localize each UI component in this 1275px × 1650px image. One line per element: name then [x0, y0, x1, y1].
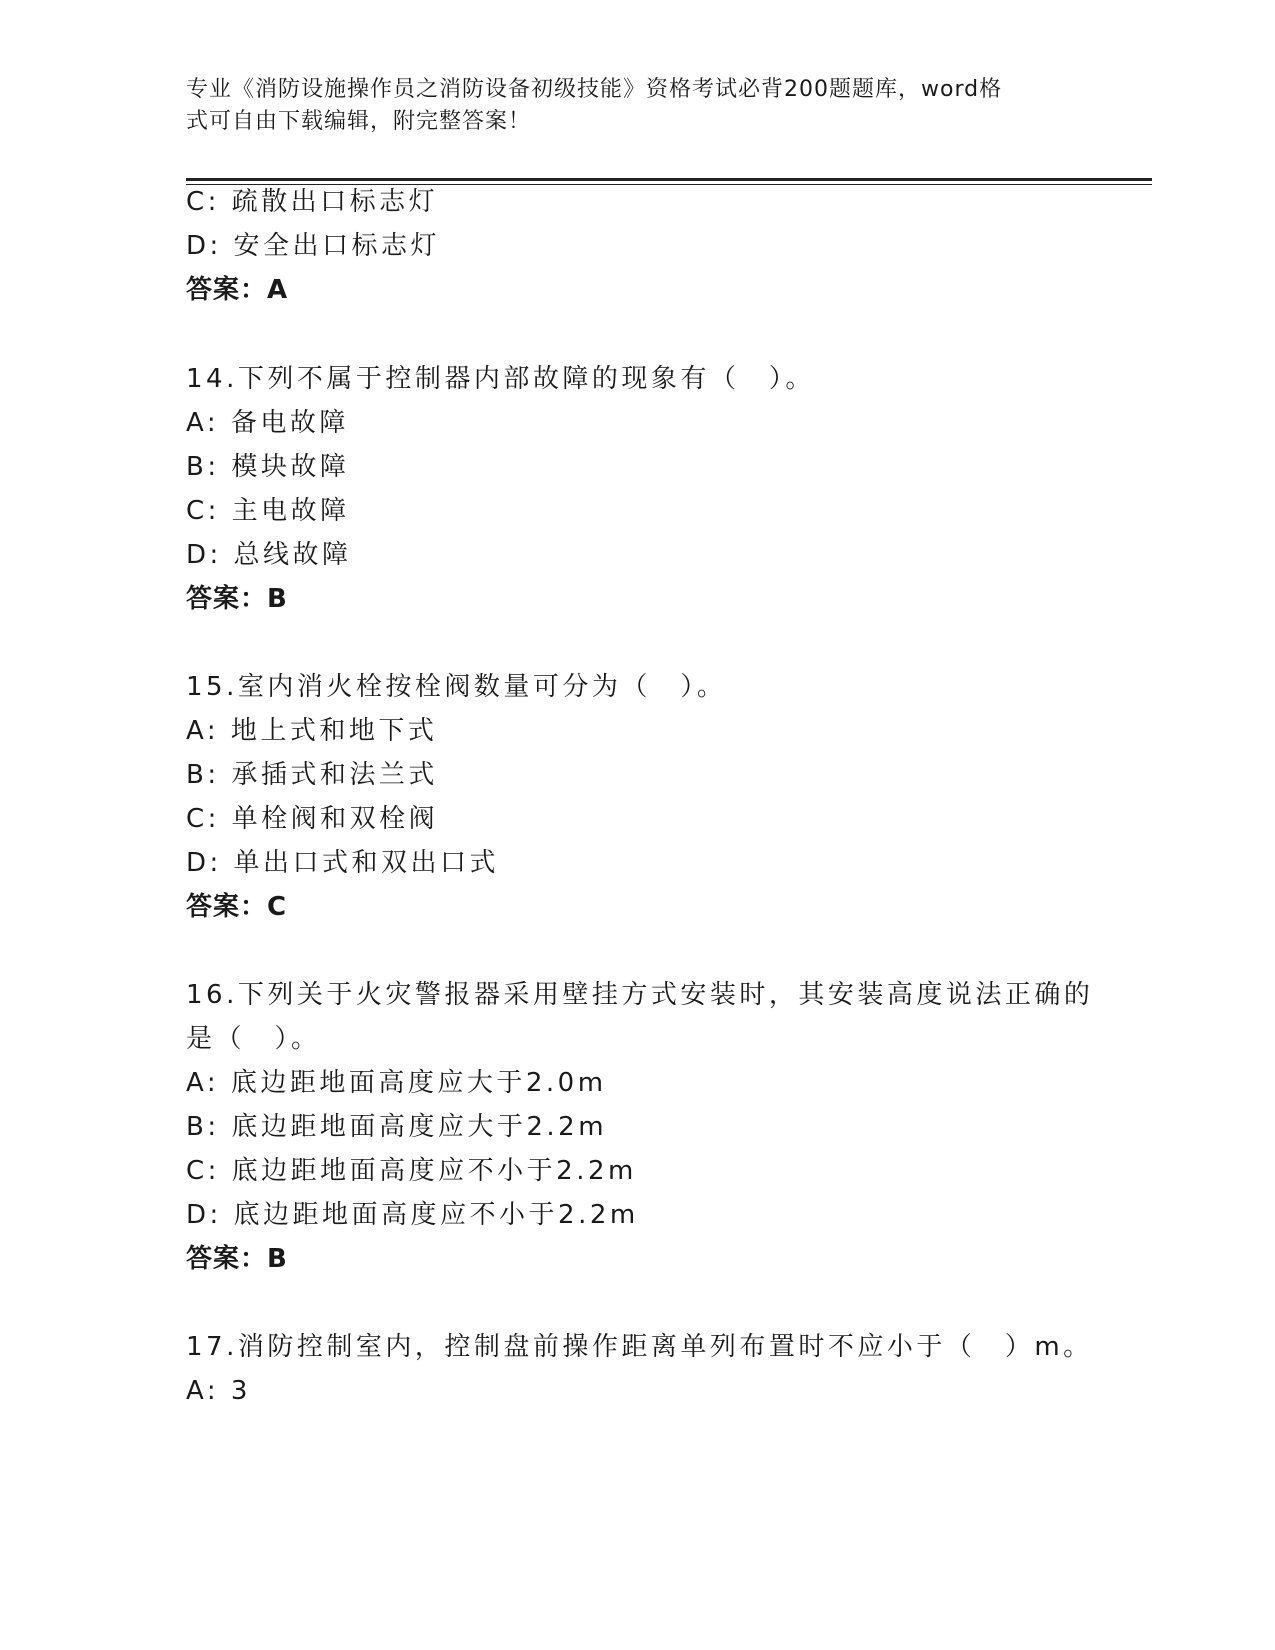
q14-option-b: B: 模块故障 — [186, 452, 350, 482]
q16-stem-line-1: 16.下列关于火灾警报器采用壁挂方式安装时，其安装高度说法正确的 — [186, 980, 1094, 1010]
document-header — [186, 74, 1066, 138]
q15-option-a: A: 地上式和地下式 — [186, 716, 438, 746]
q16-stem-line-2: 是（ ）。 — [186, 1024, 321, 1054]
prev-answer: 答案：A — [186, 275, 289, 305]
q14-option-c: C: 主电故障 — [186, 496, 350, 526]
q16-option-b: B: 底边距地面高度应大于2.2m — [186, 1112, 608, 1142]
q15-option-c: C: 单栓阀和双栓阀 — [186, 804, 439, 834]
header-line-2: 式可自由下载编辑，附完整答案！ — [186, 109, 532, 134]
prev-option-c: C: 疏散出口标志灯 — [186, 187, 439, 217]
q16-answer: 答案：B — [186, 1244, 288, 1274]
q16-option-d: D: 底边距地面高度应不小于2.2m — [186, 1200, 639, 1230]
header-divider-thick — [186, 178, 1152, 181]
q15-option-b: B: 承插式和法兰式 — [186, 760, 438, 790]
q14-option-a: A: 备电故障 — [186, 408, 349, 438]
q15-stem: 15.室内消火栓按栓阀数量可分为（ ）。 — [186, 672, 727, 702]
q16-option-a: A: 底边距地面高度应大于2.0m — [186, 1068, 607, 1098]
header-line-1: 专业《消防设施操作员之消防设备初级技能》资格考试必背200题题库，word格 — [186, 77, 1003, 102]
prev-option-d: D: 安全出口标志灯 — [186, 231, 441, 261]
q17-stem: 17.消防控制室内，控制盘前操作距离单列布置时不应小于（ ）m。 — [186, 1332, 1093, 1362]
q15-answer: 答案：C — [186, 892, 288, 922]
q16-option-c: C: 底边距地面高度应不小于2.2m — [186, 1156, 637, 1186]
q14-stem: 14.下列不属于控制器内部故障的现象有（ ）。 — [186, 364, 815, 394]
q14-answer: 答案：B — [186, 584, 288, 614]
q15-option-d: D: 单出口式和双出口式 — [186, 848, 500, 878]
q17-option-a: A: 3 — [186, 1376, 251, 1406]
q14-option-d: D: 总线故障 — [186, 540, 352, 570]
